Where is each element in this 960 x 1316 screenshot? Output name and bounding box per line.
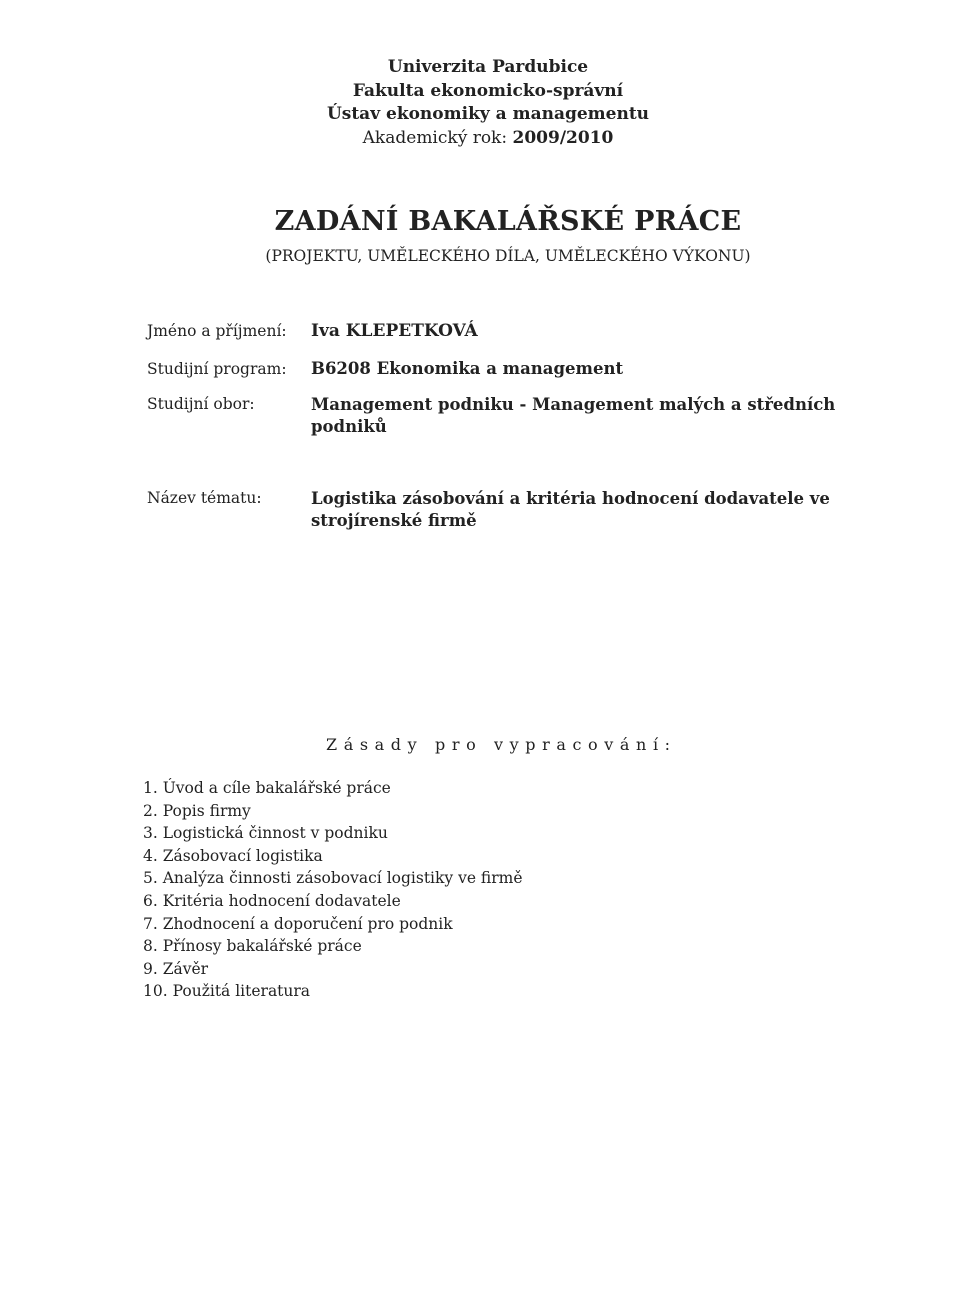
- list-item: 6. Kritéria hodnocení dodavatele: [143, 891, 401, 910]
- faculty-name: Fakulta ekonomicko-správní: [352, 80, 624, 101]
- institute-name: Ústav ekonomiky a managementu: [326, 104, 650, 124]
- list-item: 10. Použitá literatura: [143, 982, 311, 1001]
- university-name: Univerzita Pardubice: [387, 57, 589, 77]
- name-value: Iva KLEPETKOVÁ: [311, 321, 478, 341]
- program-value: B6208 Ekonomika a management: [311, 359, 624, 378]
- list-item: 8. Přínosy bakalářské práce: [143, 937, 362, 956]
- principles-list: [143, 777, 523, 1003]
- list-item: 7. Zhodnocení a doporučení pro podnik: [143, 914, 453, 933]
- topic-value: Logistika zásobování a kritéria hodnocení dodavatele ve strojírenské firmě: [311, 489, 830, 530]
- list-item: 2. Popis firmy: [143, 801, 251, 820]
- list-item: 4. Zásobovací logistika: [143, 846, 323, 865]
- list-item: 9. Závěr: [143, 959, 209, 978]
- program-label: Studijní program:: [147, 360, 287, 378]
- topic-label: Název tématu:: [147, 489, 262, 507]
- principles-heading: Zásady pro vypracování:: [326, 735, 677, 754]
- field-of-study-label: Studijní obor:: [147, 395, 255, 413]
- name-label: Jméno a příjmení:: [147, 322, 287, 340]
- list-item: 5. Analýza činnosti zásobovací logistiky ve firmě: [143, 869, 523, 888]
- list-item: 3. Logistická činnost v podniku: [143, 824, 388, 843]
- document-header: [0, 56, 960, 150]
- field-of-study-value: Management podniku - Management malých a středních podniků: [311, 395, 836, 436]
- list-item: 1. Úvod a cíle bakalářské práce: [143, 779, 391, 797]
- academic-year-label: Akademický rok:: [362, 127, 508, 148]
- document-subtitle: (PROJEKTU, UMĚLECKÉHO DÍLA, UMĚLECKÉHO VÝKONU): [265, 247, 751, 265]
- academic-year-line: [0, 127, 960, 151]
- academic-year-value: 2009/2010: [512, 127, 614, 148]
- document-title: ZADÁNÍ BAKALÁŘSKÉ PRÁCE: [274, 206, 742, 237]
